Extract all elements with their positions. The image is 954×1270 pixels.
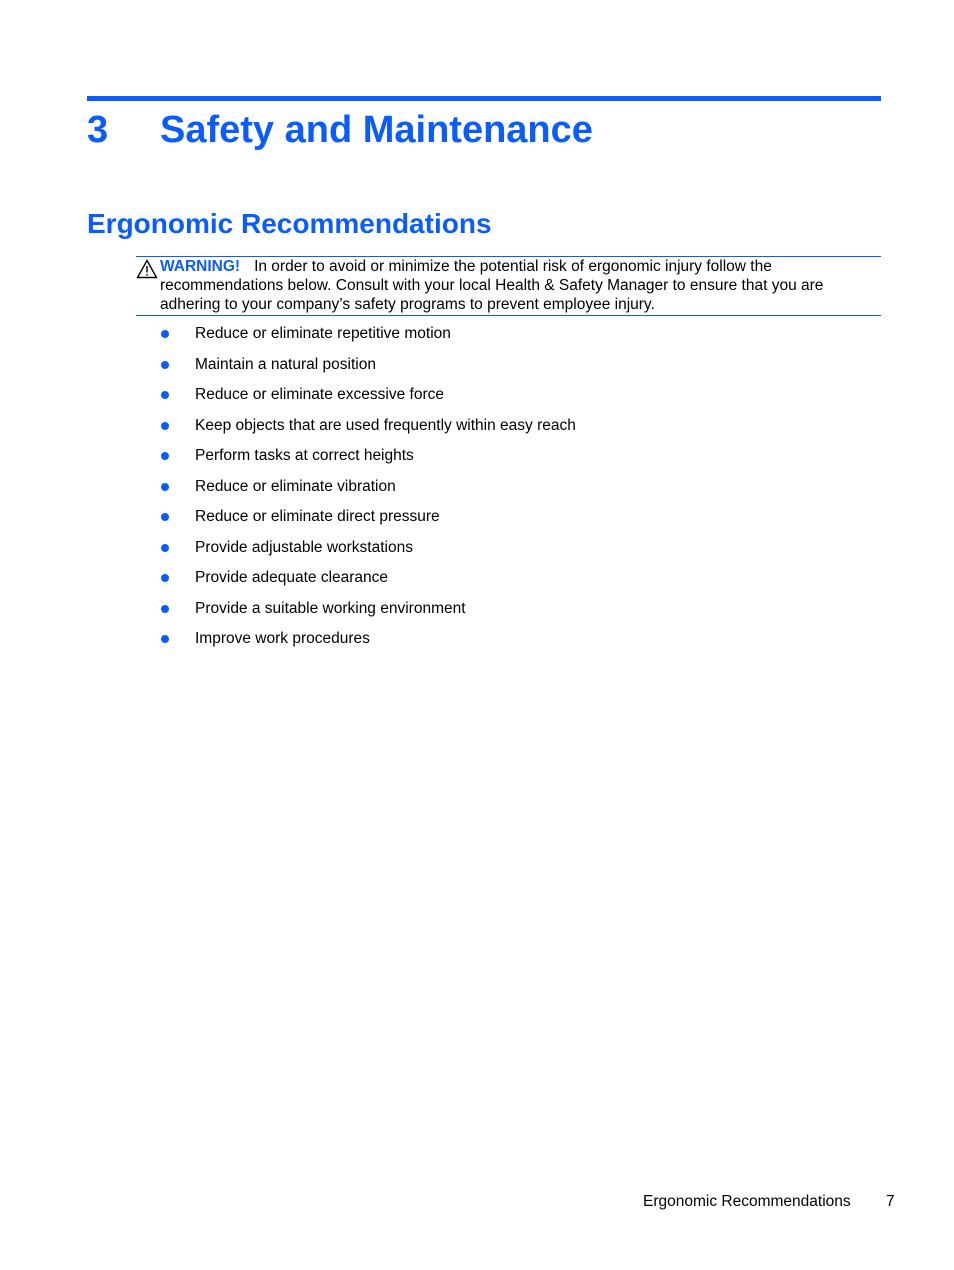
list-item-text: Reduce or eliminate direct pressure <box>195 508 440 525</box>
bullet-icon <box>161 513 169 521</box>
list-item-text: Perform tasks at correct heights <box>195 447 414 464</box>
chapter-number: 3 <box>87 109 109 151</box>
bullet-icon <box>161 361 169 369</box>
footer-page-number: 7 <box>886 1193 895 1210</box>
list-item-text: Improve work procedures <box>195 630 370 647</box>
bullet-icon <box>161 483 169 491</box>
chapter-title: Safety and Maintenance <box>160 109 593 151</box>
bullet-icon <box>161 452 169 460</box>
list-item-text: Provide a suitable working environment <box>195 599 466 617</box>
bullet-icon <box>161 330 169 338</box>
warning-callout <box>136 256 881 316</box>
chapter-rule <box>87 96 881 101</box>
list-item-text: Provide adequate clearance <box>195 569 389 586</box>
warning-body: In order to avoid or minimize the potential risk of ergonomic injury follow the recommendations below. Consult with your local Health & Safety Manager to ensure that you are adhering to your company’s safety programs to prevent employee injury. <box>160 258 824 313</box>
list-item-text: Maintain a natural position <box>195 355 376 373</box>
list-item-text: Keep objects that are used frequently within easy reach <box>195 416 576 434</box>
bullet-icon <box>161 635 169 643</box>
warning-triangle-icon <box>136 259 158 279</box>
chapter-heading <box>87 106 593 156</box>
list-item-text: Reduce or eliminate excessive force <box>195 386 444 403</box>
warning-text-block <box>160 257 875 314</box>
list-item-text: Provide adjustable workstations <box>195 538 413 556</box>
bullet-icon <box>161 574 169 582</box>
warning-label: WARNING! <box>160 258 241 275</box>
bullet-icon <box>161 422 169 430</box>
list-item-text: Reduce or eliminate repetitive motion <box>195 325 451 342</box>
bullet-icon <box>161 605 169 613</box>
bullet-icon <box>161 544 169 552</box>
footer-section-title: Ergonomic Recommendations <box>643 1193 851 1210</box>
section-title: Ergonomic Recommendations <box>87 208 492 239</box>
bullet-icon <box>161 391 169 399</box>
list-item-text: Reduce or eliminate vibration <box>195 477 396 495</box>
